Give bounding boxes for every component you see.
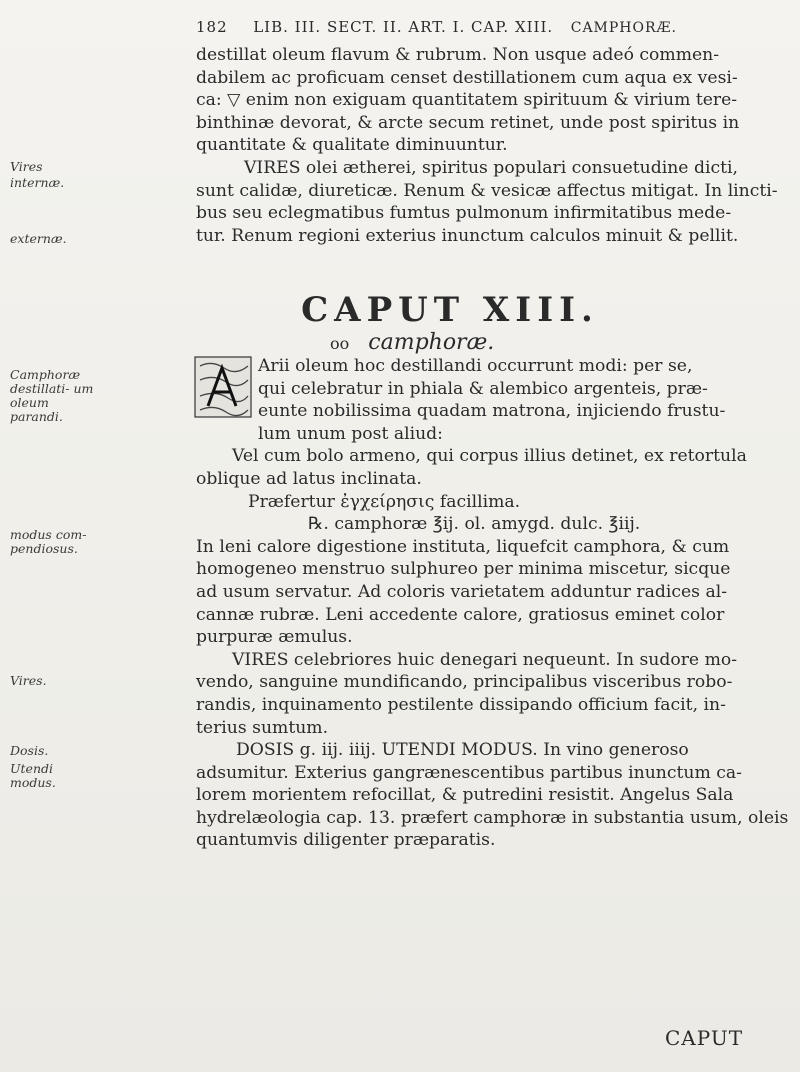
chapter-title: CAPUT XIII. (301, 290, 599, 330)
text-line: randis, inquinamento pestilente dissipando officium facit, in- (196, 694, 726, 715)
text-line: cannæ rubræ. Leni accedente calore, gratiosus eminet color (196, 604, 725, 625)
text-line: bus seu eclegmatibus fumtus pulmonum infirmitatibus mede- (196, 203, 732, 224)
running-title: LIB. III. SECT. II. ART. I. CAP. XIII. (253, 18, 554, 36)
text-line: ℞. camphoræ ℥ij. ol. amygd. dulc. ℥iij. (308, 514, 641, 535)
text-line: hydrelæologia cap. 13. præfert camphoræ in substantia usum, oleis (196, 807, 789, 828)
text-line: ca: ▽ enim non exiguam quantitatem spirituum & virium tere- (196, 90, 738, 111)
text-line: Præfertur ἐγχείρησις facillima. (248, 491, 521, 512)
text-line: lum unum post aliud: (258, 423, 443, 444)
margin-note-utendi: Utendi modus. (10, 761, 56, 790)
camphor-symbol-icon: oo (330, 334, 350, 353)
text-line: VIRES olei ætherei, spiritus populari consuetudine dicti, (244, 157, 738, 178)
text-line: DOSIS g. iij. iiij. UTENDI MODUS. In vino generoso (236, 740, 689, 761)
text-line: eunte nobilissima quadam matrona, injiciendo frustu- (258, 401, 726, 422)
text-line: Arii oleum hoc destillandi occurrunt modi: per se, (258, 356, 693, 376)
chapter-subtitle (330, 330, 590, 355)
text-line: qui celebratur in phiala & alembico argenteis, præ- (258, 378, 708, 399)
margin-note-vires2: Vires. (10, 673, 47, 688)
text-line: purpuræ æmulus. (196, 627, 353, 648)
page-number: 182 (196, 18, 228, 36)
section-paragraph (196, 355, 796, 852)
text-line: Vel cum bolo armeno, qui corpus illius detinet, ex retortula (232, 446, 747, 467)
text-line: adsumitur. Exterius gangrænescentibus partibus inunctum ca- (196, 762, 742, 783)
text-line: destillat oleum flavum & rubrum. Non usque adeó commen- (196, 45, 720, 65)
text-line: sunt calidæ, diureticæ. Renum & vesicæ affectus mitigat. In lincti- (196, 180, 778, 201)
text-line: tur. Renum regioni exterius inunctum calculos minuit & pellit. (196, 225, 739, 246)
margin-note-camphora-oleum: Camphoræ destillati- um oleum parandi. (10, 367, 94, 424)
margin-note-interna: internæ. (10, 175, 65, 190)
text-line: dabilem ac proficuam censet destillationem cum aqua ex vesi- (196, 67, 738, 88)
text-line: VIRES celebriores huic denegari nequeunt. In sudore mo- (232, 649, 738, 670)
margin-note-externa: externæ. (10, 231, 67, 246)
text-line: terius sumtum. (196, 717, 329, 738)
margin-note-vires: Vires (10, 159, 43, 174)
chapter-subtitle-text: camphoræ. (368, 330, 495, 355)
text-line: ad usum servatur. Ad coloris varietatem adduntur radices al- (196, 581, 727, 602)
intro-paragraph (196, 44, 796, 247)
text-line: quantumvis diligenter præparatis. (196, 830, 496, 851)
text-line: homogeneo menstruo sulphureo per minima miscetur, sicque (196, 559, 731, 580)
text-line: quantitate & qualitate diminuuntur. (196, 135, 508, 156)
text-line: lorem morientem refocillat, & putredini resistit. Angelus Sala (196, 785, 734, 806)
margin-note-modus: modus com- pendiosus. (10, 527, 87, 556)
text-line: vendo, sanguine mundificando, principalibus visceribus robo- (196, 672, 733, 693)
catchword: CAPUT (665, 1026, 744, 1050)
margin-note-dosis: Dosis. (10, 743, 49, 758)
text-line: oblique ad latus inclinata. (196, 468, 422, 489)
chapter-topic: CAMPHORÆ. (570, 20, 678, 36)
text-line: In leni calore digestione instituta, liquefcit camphora, & cum (196, 536, 730, 557)
running-header (196, 18, 786, 36)
text-line: binthinæ devorat, & arcte secum retinet, unde post spiritus in (196, 112, 740, 133)
